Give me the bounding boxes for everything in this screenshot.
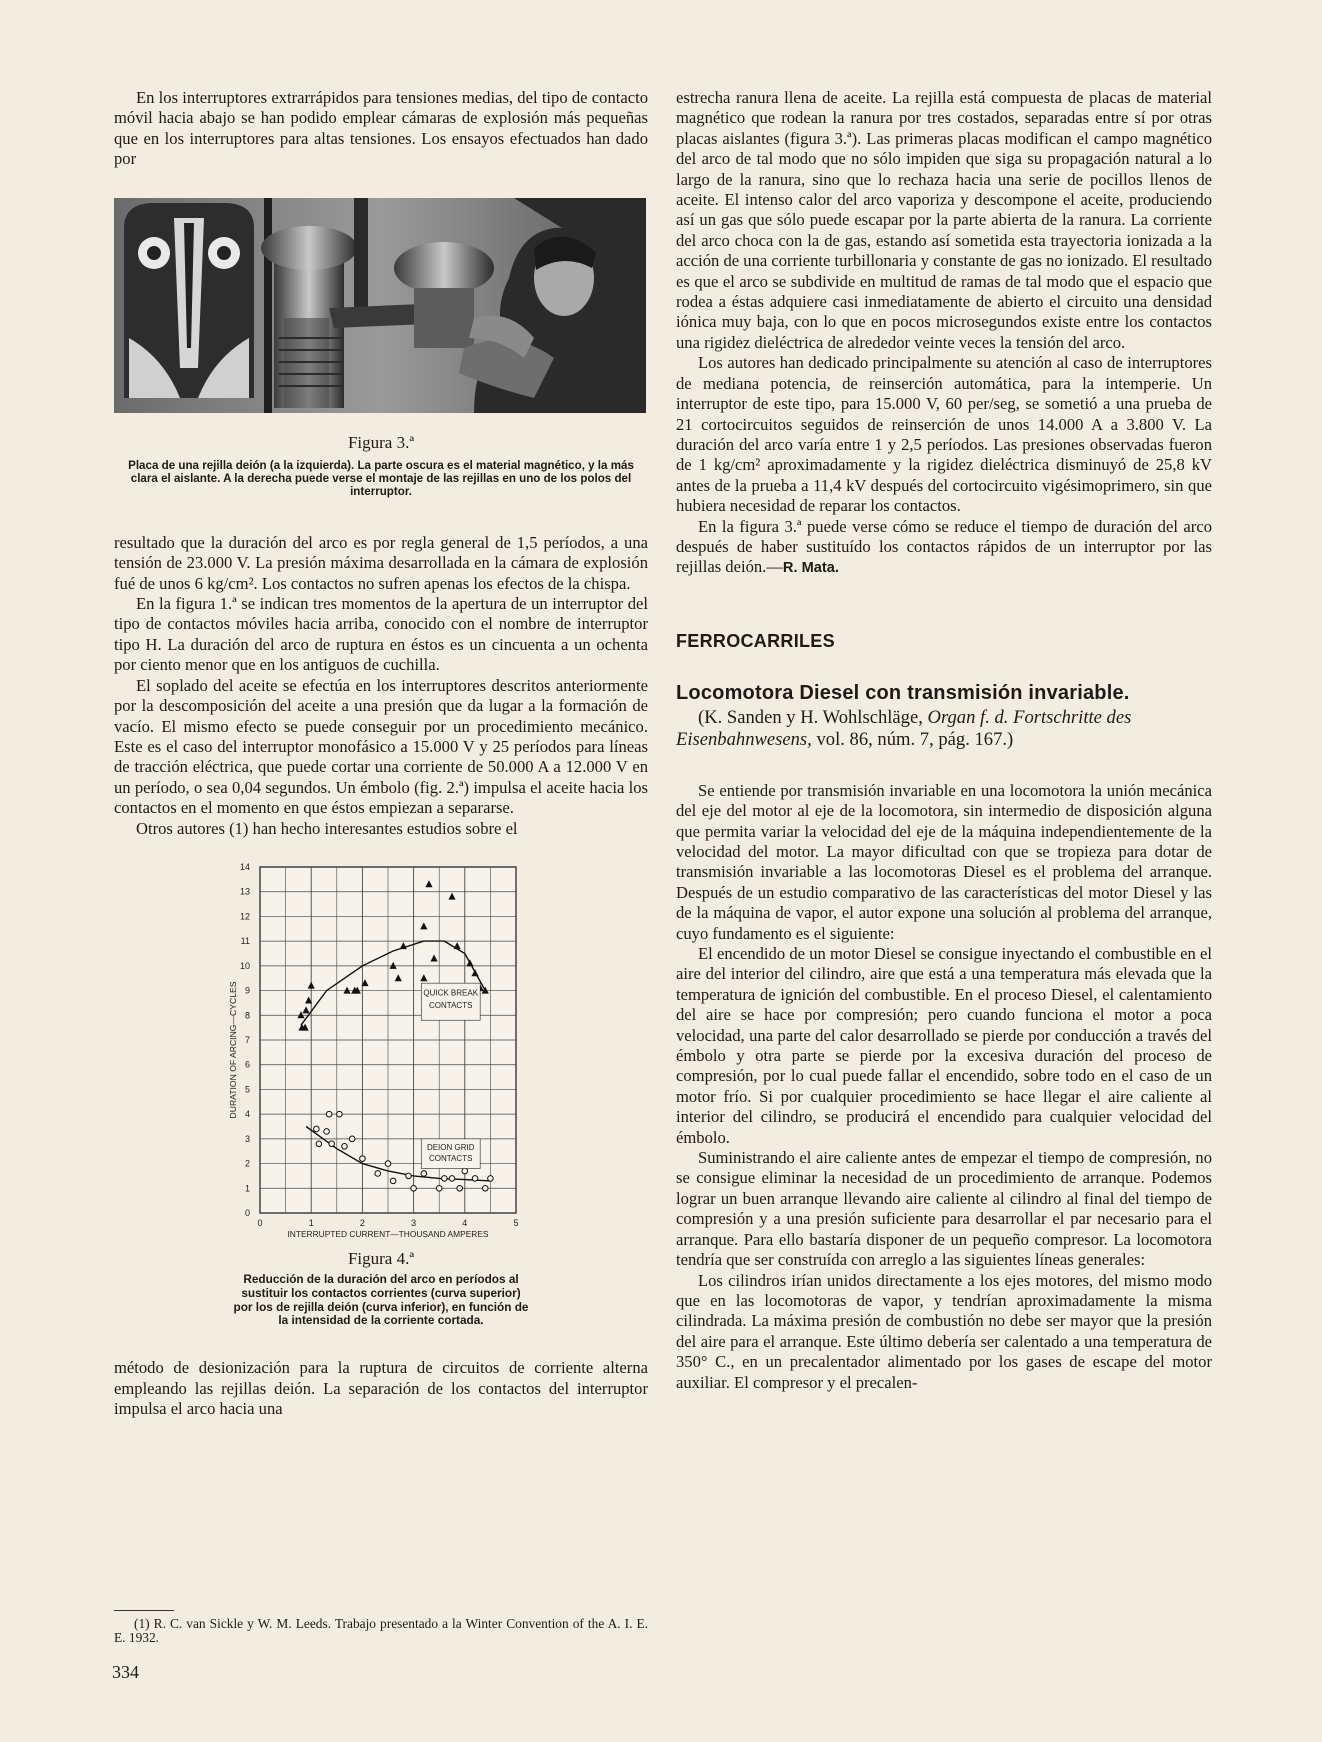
- data-point-circle: [375, 1171, 381, 1177]
- y-tick-label: 0: [244, 1207, 250, 1218]
- y-tick-label: 10: [239, 960, 250, 971]
- chart-svg: [114, 849, 648, 1249]
- section-heading: FERROCARRILES: [676, 630, 835, 651]
- paragraph: El soplado del aceite se efectúa en los interruptores descritos anteriormente por la descomposición del aceite a una presión que da lugar a la formación de vacío. El mismo efecto se puede conseguir por un procedimiento mecánico. Este es el caso del interruptor monofásico a 15.000 V y 25 períodos para líneas de tracción eléctrica, que puede cortar una corriente de 50.000 A a 12.000 V en un período, o sea 0,04 segundos. Un émbolo (fig. 2.ª) impulsa el aceite hacia los contactos en el momento en que éstos empiezan a separarse.: [114, 675, 648, 818]
- data-point-circle: [488, 1176, 494, 1182]
- data-point-circle: [457, 1185, 463, 1191]
- x-tick-label: 3: [411, 1217, 417, 1228]
- figure-3-photo: [114, 198, 646, 413]
- y-tick-label: 6: [244, 1059, 250, 1070]
- figure-4-chart: [114, 849, 648, 1249]
- data-point-circle: [411, 1185, 417, 1191]
- data-point-circle: [436, 1185, 442, 1191]
- figure-4-caption: Figura 4.ª: [347, 1248, 415, 1268]
- data-point-circle: [349, 1136, 355, 1142]
- data-point-circle: [421, 1171, 427, 1177]
- y-tick-label: 14: [239, 861, 250, 872]
- x-tick-label: 1: [308, 1217, 314, 1228]
- x-tick-label: 4: [462, 1217, 468, 1228]
- x-tick-label: 5: [513, 1217, 519, 1228]
- y-tick-label: 7: [244, 1034, 250, 1045]
- paragraph: [676, 517, 1212, 579]
- paragraph: estrecha ranura llena de aceite. La rejilla está compuesta de placas de material magnético que rodean la ranura por tres costados, separadas entre sí por otras placas aislantes (figura 3.ª). Las primeras placas modifican el campo magnético del arco de tal modo que no sólo impiden que siga su propagación natural a lo largo de la ranura, sino que lo rechaza hacia una serie de pocillos llenos de aceite. El intenso calor del arco vaporiza y descompone el aceite, produciendo así un gas que sólo puede escapar por la parte abierta de la ranura. La corriente del arco choca con la de gas, estando así sometida esta trayectoria ionizada a la acción de una corriente turbillonaria y constante de gas no ionizado. El resultado es que el arco se subdivide en multitud de ramas de tal modo que el espacio que rodea a éstas adquiere casi inmediatamente de abierto el circuito una densidad iónica muy baja, con lo que en pocos microsegundos existe entre los contactos una rigidez dieléctrica de alrededor veinte veces la tensión del arco.: [676, 88, 1212, 352]
- data-point-circle: [316, 1141, 322, 1147]
- data-point-circle: [342, 1143, 348, 1149]
- y-tick-label: 3: [244, 1133, 250, 1144]
- paragraph: Suministrando el aire caliente antes de empezar el tiempo de compresión, no se consigue eliminar la necesidad de un procedimiento de arranque. Podemos lograr un buen arranque llevando aire caliente al cilindro al final del tiempo de compresión y a una presión suficiente para desarrollar el par necesario para el arranque. Para ello bastaría disponer de un pequeño compresor. La locomotora tendría que ser construída con arreglo a las siguientes líneas generales:: [676, 1148, 1212, 1270]
- paragraph: Otros autores (1) han hecho interesantes estudios sobre el: [136, 818, 518, 838]
- page-number: 334: [112, 1662, 139, 1682]
- paragraph: Los cilindros irían unidos directamente a los ejes motores, del mismo modo que en las locomotoras de vapor, y tendrían aproximadamente la misma cilindrada. La máxima presión de combustión no debe ser mayor que la presión del aire para el arranque. Este último debería ser calentado a una temperatura de 350° C., en un precalentador alimentado por los gases de escape del motor auxiliar. El compresor y el precalen-: [676, 1270, 1212, 1392]
- article-title: Locomotora Diesel con transmisión invariable.: [676, 681, 1130, 704]
- ref-journal: Organ f. d. Fortschritte des Eisenbahnwesens,: [676, 706, 1132, 750]
- series-label: QUICK BREAK: [423, 988, 479, 998]
- footnote-block: [114, 1610, 648, 1645]
- series-label: CONTACTS: [429, 1000, 473, 1010]
- y-tick-label: 1: [244, 1183, 250, 1194]
- series-label: DEION GRID: [426, 1142, 475, 1152]
- ref-authors: (K. Sanden y H. Wohlschläge,: [698, 706, 928, 728]
- figure-4-description: Reducción de la duración del arco en períodos al sustituir los contactos corrientes (curva superior) por los de rejilla deión (curva inferior), en función de la intensidad de la corriente cortada.: [233, 1271, 529, 1328]
- data-point-circle: [390, 1178, 396, 1184]
- x-tick-label: 2: [359, 1217, 365, 1228]
- data-point-circle: [326, 1111, 332, 1117]
- footnote: (1) R. C. van Sickle y W. M. Leeds. Trabajo presentado a la Winter Convention of the A. I. E. E. 1932.: [114, 1616, 648, 1645]
- paragraph: resultado que la duración del arco es por regla general de 1,5 períodos, a una tensión de 23.000 V. La presión máxima desarrollada en la cámara de explosión fué de unos 6 kg/cm². Los contactos no sufren apenas los efectos de la chispa.: [114, 532, 648, 593]
- data-point-circle: [462, 1168, 468, 1174]
- data-point-circle: [406, 1173, 412, 1179]
- y-tick-label: 11: [240, 936, 250, 947]
- author-signature: R. Mata.: [782, 560, 839, 577]
- data-point-circle: [449, 1176, 455, 1182]
- paragraph: método de desionización para la ruptura de circuitos de corriente alterna empleando las rejillas deión. La separación de los contactos del interruptor impulsa el arco hacia una: [114, 1358, 648, 1418]
- figure-3-description: Placa de una rejilla deión (a la izquierda). La parte oscura es el material magnético, y la más clara el aislante. A la derecha puede verse el montaje de las rejillas en uno de los polos del interruptor.: [128, 458, 634, 499]
- figure-3-caption: Figura 3.ª: [347, 432, 415, 452]
- y-tick-label: 13: [239, 886, 250, 897]
- y-tick-label: 12: [239, 911, 250, 922]
- data-point-circle: [314, 1126, 320, 1132]
- right-column: [676, 88, 1212, 1393]
- y-axis-label: DURATION OF ARCING—CYCLES: [228, 981, 238, 1119]
- data-point-circle: [324, 1129, 330, 1135]
- paragraph: En la figura 1.ª se indican tres momentos de la apertura de un interruptor del tipo de contactos móviles hacia arriba, conocido con el nombre de interruptor tipo H. La duración del arco de ruptura en éstos es un cincuenta a un ochenta por ciento menor que en los antiguos de cuchilla.: [114, 594, 648, 675]
- series-label: CONTACTS: [429, 1154, 473, 1164]
- x-tick-label: 0: [257, 1217, 263, 1228]
- data-point-circle: [482, 1185, 488, 1191]
- data-point-circle: [329, 1141, 335, 1147]
- paragraph: En los interruptores extrarrápidos para tensiones medias, del tipo de contacto móvil hacia abajo se han podido emplear cámaras de explosión más pequeñas que en los interruptores para altas tensiones. Los ensayos efectuados han dado por: [114, 88, 648, 169]
- left-column: [114, 88, 648, 1419]
- data-point-circle: [360, 1156, 366, 1162]
- y-tick-label: 4: [244, 1109, 250, 1120]
- paragraph: Los autores han dedicado principalmente su atención al caso de interruptores de mediana potencia, de reinserción automática, para la intemperie. Un interruptor de este tipo, para 15.000 V, 60 per/seg, se sometió a una prueba de 21 cortocircuitos seguidos de reinserción de unos 14.000 A a 3.800 V. La duración del arco varía entre 1 y 2,5 períodos. Las presiones observadas fueron de 1 kg/cm² aproximadamente y la rigidez dieléctrica disminuyó de 25,8 kV antes de la prueba a 11,4 kV después del cortocircuito vigésimoprimero, sin que hubiera necesidad de reparar los contactos.: [676, 353, 1212, 516]
- data-point-circle: [337, 1111, 343, 1117]
- footnote-rule: [114, 1610, 174, 1611]
- data-point-circle: [472, 1176, 478, 1182]
- y-tick-label: 8: [244, 1010, 250, 1021]
- ref-volume: vol. 86, núm. 7, pág. 167.): [811, 728, 1014, 750]
- data-point-circle: [442, 1176, 448, 1182]
- paragraph: El encendido de un motor Diesel se consigue inyectando el combustible en el aire del interior del cilindro, aire que está a una temperatura más elevada que la temperatura de ignición del combustible. En el proceso Diesel, el calentamiento del aire se hace por compresión; pero cuando funciona el motor a poca velocidad, una parte del calor desarrollado se pierde por conducción a través del émbolo y otra parte se pierde por la excesiva duración del proceso de compresión, por lo cual puede fallar el encendido, sobre todo en el caso de un motor frío. Si por cualquier procedimiento se hace llegar el aire caliente al interior del cilindro, se producirá el encendido para cualquier velocidad del émbolo.: [676, 944, 1212, 1147]
- paragraph: Se entiende por transmisión invariable en una locomotora la unión mecánica del eje del motor al eje de la locomotora, sin intermedio de disposición alguna que permita variar la velocidad del eje de la máquina independientemente de la velocidad del motor. La mayor dificultad con que se tropieza para dotar de transmisión invariable a las locomotoras Diesel es el problema del arranque. Después de un estudio comparativo de las características del motor Diesel y las de la máquina de vapor, el autor expone una solución al problema del arranque, cuyo fundamento es el siguiente:: [676, 780, 1212, 943]
- y-tick-label: 9: [244, 985, 250, 996]
- y-tick-label: 2: [244, 1158, 250, 1169]
- paragraph-text: En la figura 3.ª puede verse cómo se reduce el tiempo de duración del arco después de haber sustituído los contactos rápidos de un interruptor por las rejillas deión.—: [676, 516, 1212, 577]
- article-reference: [676, 707, 1212, 751]
- data-point-circle: [385, 1161, 391, 1167]
- x-axis-label: INTERRUPTED CURRENT—THOUSAND AMPERES: [287, 1228, 489, 1239]
- y-tick-label: 5: [244, 1084, 250, 1095]
